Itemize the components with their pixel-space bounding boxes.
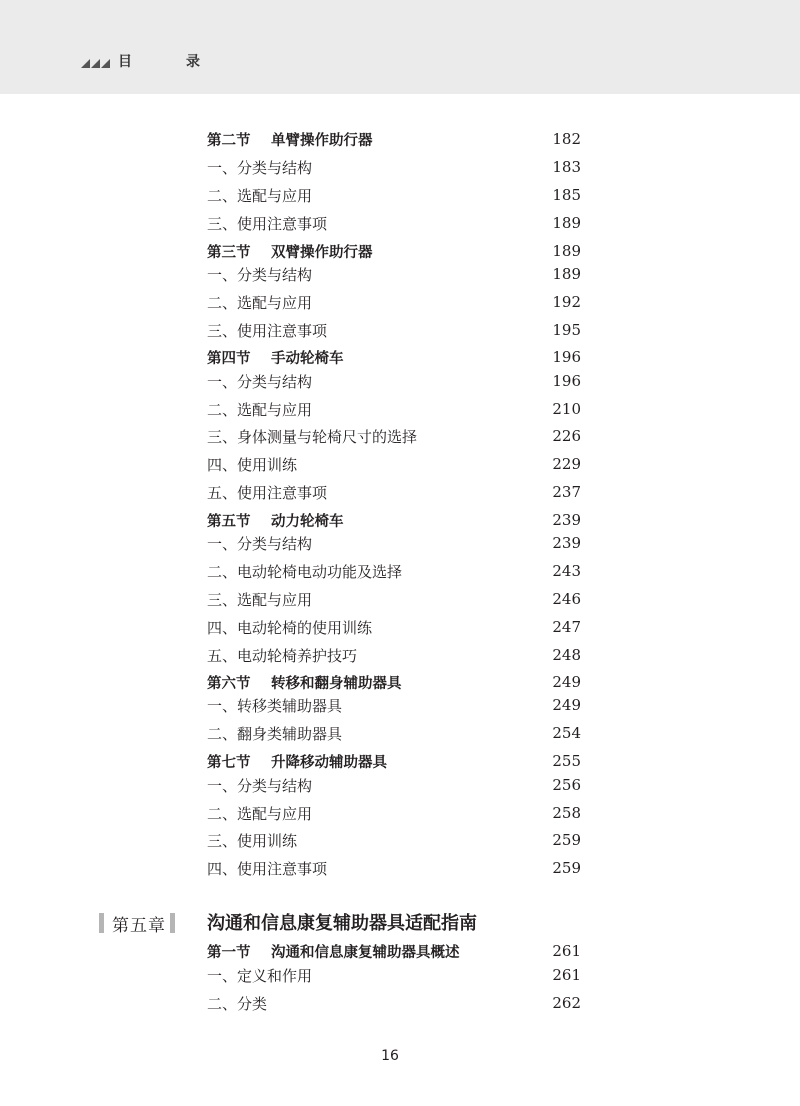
item-title: 五、电动轮椅养护技巧: [207, 646, 358, 665]
page-ref: 255: [552, 752, 581, 770]
item-title: 一、定义和作用: [207, 966, 313, 985]
chapter-tag: [99, 910, 175, 936]
section-title: 转移和翻身辅助器具: [271, 675, 402, 692]
section-heading: [207, 241, 373, 262]
item-title: 二、选配与应用: [207, 186, 313, 205]
toc-item-entry[interactable]: [207, 615, 581, 639]
toc-item-entry[interactable]: [207, 856, 581, 880]
page-ref: 237: [552, 483, 581, 501]
section-label: 第七节: [207, 754, 251, 771]
item-title: 三、使用训练: [207, 831, 298, 850]
section-label: 第六节: [207, 675, 251, 692]
section-label: 第二节: [207, 132, 251, 149]
section-title: 升降移动辅助器具: [271, 754, 387, 771]
page-ref: 256: [552, 776, 581, 794]
item-title: 一、分类与结构: [207, 372, 313, 391]
section-title: 沟通和信息康复辅助器具概述: [271, 944, 460, 961]
page-ref: 192: [552, 293, 581, 311]
page-ref: 185: [552, 186, 581, 204]
item-title: 一、分类与结构: [207, 265, 313, 284]
item-title: 二、翻身类辅助器具: [207, 724, 343, 743]
item-title: 三、身体测量与轮椅尺寸的选择: [207, 427, 418, 446]
page-number: 16: [381, 1048, 399, 1064]
page-ref: 243: [552, 562, 581, 580]
item-title: 五、使用注意事项: [207, 483, 328, 502]
toc-item-entry[interactable]: [207, 693, 581, 717]
page-ref: 261: [552, 942, 581, 960]
toc-item-entry[interactable]: [207, 963, 581, 987]
toc-item-entry[interactable]: [207, 801, 581, 825]
chapter-tag-bar-left: [99, 913, 104, 933]
page-ref: 258: [552, 804, 581, 822]
page-ref: 183: [552, 158, 581, 176]
item-title: 一、分类与结构: [207, 776, 313, 795]
page-ref: 247: [552, 618, 581, 636]
item-title: 四、使用训练: [207, 455, 298, 474]
page-ref: 249: [552, 673, 581, 691]
item-title: 二、电动轮椅电动功能及选择: [207, 562, 403, 581]
page-ref: 195: [552, 321, 581, 339]
page-ref: 189: [552, 265, 581, 283]
item-title: 一、分类与结构: [207, 158, 313, 177]
page-ref: 259: [552, 831, 581, 849]
section-label: 第三节: [207, 244, 251, 261]
page-ref: 239: [552, 534, 581, 552]
item-title: 二、分类: [207, 994, 268, 1013]
section-heading: [207, 941, 460, 962]
toc-section-entry[interactable]: [207, 749, 581, 773]
toc-item-entry[interactable]: [207, 643, 581, 667]
item-title: 三、使用注意事项: [207, 214, 328, 233]
toc-item-entry[interactable]: [207, 828, 581, 852]
toc-item-entry[interactable]: [207, 369, 581, 393]
page-ref: 246: [552, 590, 581, 608]
item-title: 二、选配与应用: [207, 400, 313, 419]
toc-item-entry[interactable]: [207, 721, 581, 745]
triangle-marks-icon: [81, 57, 111, 68]
toc-item-entry[interactable]: [207, 773, 581, 797]
toc-section-entry[interactable]: [207, 670, 581, 694]
toc-item-entry[interactable]: [207, 211, 581, 235]
section-heading: [207, 751, 387, 772]
item-title: 三、选配与应用: [207, 590, 313, 609]
page-ref: 226: [552, 427, 581, 445]
section-label: 第四节: [207, 350, 251, 367]
toc-item-entry[interactable]: [207, 452, 581, 476]
section-title: 手动轮椅车: [271, 350, 344, 367]
item-title: 一、分类与结构: [207, 534, 313, 553]
toc-item-entry[interactable]: [207, 318, 581, 342]
item-title: 二、选配与应用: [207, 293, 313, 312]
toc-item-entry[interactable]: [207, 155, 581, 179]
page-ref: 189: [552, 242, 581, 260]
page-ref: 189: [552, 214, 581, 232]
page-ref: 259: [552, 859, 581, 877]
page-ref: 182: [552, 130, 581, 148]
toc-item-entry[interactable]: [207, 262, 581, 286]
section-title: 单臂操作助行器: [271, 132, 373, 149]
page-ref: 261: [552, 966, 581, 984]
page-ref: 229: [552, 455, 581, 473]
header-title: 目 录: [118, 54, 220, 70]
section-title: 双臂操作助行器: [271, 244, 373, 261]
toc-item-entry[interactable]: [207, 991, 581, 1015]
section-heading: [207, 672, 402, 693]
section-label: 第五节: [207, 513, 251, 530]
section-heading: [207, 347, 344, 368]
page-ref: 249: [552, 696, 581, 714]
toc-item-entry[interactable]: [207, 559, 581, 583]
item-title: 四、电动轮椅的使用训练: [207, 618, 373, 637]
section-heading: [207, 129, 373, 150]
toc-item-entry[interactable]: [207, 531, 581, 555]
page-ref: 196: [552, 372, 581, 390]
chapter-label: 第五章: [112, 915, 166, 936]
item-title: 一、转移类辅助器具: [207, 696, 343, 715]
toc-section-entry[interactable]: [207, 239, 581, 263]
page-ref: 262: [552, 994, 581, 1012]
page-ref: 254: [552, 724, 581, 742]
section-heading: [207, 510, 344, 531]
section-label: 第一节: [207, 944, 251, 961]
toc-item-entry[interactable]: [207, 587, 581, 611]
toc-section-entry[interactable]: [207, 939, 581, 963]
running-header: [0, 0, 800, 94]
toc-section-entry[interactable]: [207, 127, 581, 151]
section-title: 动力轮椅车: [271, 513, 344, 530]
item-title: 二、选配与应用: [207, 804, 313, 823]
item-title: 四、使用注意事项: [207, 859, 328, 878]
toc-section-entry[interactable]: [207, 508, 581, 532]
page-ref: 239: [552, 511, 581, 529]
page-ref: 210: [552, 400, 581, 418]
page-ref: 196: [552, 348, 581, 366]
chapter-tag-bar-right: [170, 913, 175, 933]
toc-item-entry[interactable]: [207, 183, 581, 207]
toc-item-entry[interactable]: [207, 424, 581, 448]
item-title: 三、使用注意事项: [207, 321, 328, 340]
toc-item-entry[interactable]: [207, 480, 581, 504]
chapter-title: 沟通和信息康复辅助器具适配指南: [207, 913, 477, 934]
toc-item-entry[interactable]: [207, 397, 581, 421]
page-ref: 248: [552, 646, 581, 664]
toc-section-entry[interactable]: [207, 345, 581, 369]
toc-item-entry[interactable]: [207, 290, 581, 314]
